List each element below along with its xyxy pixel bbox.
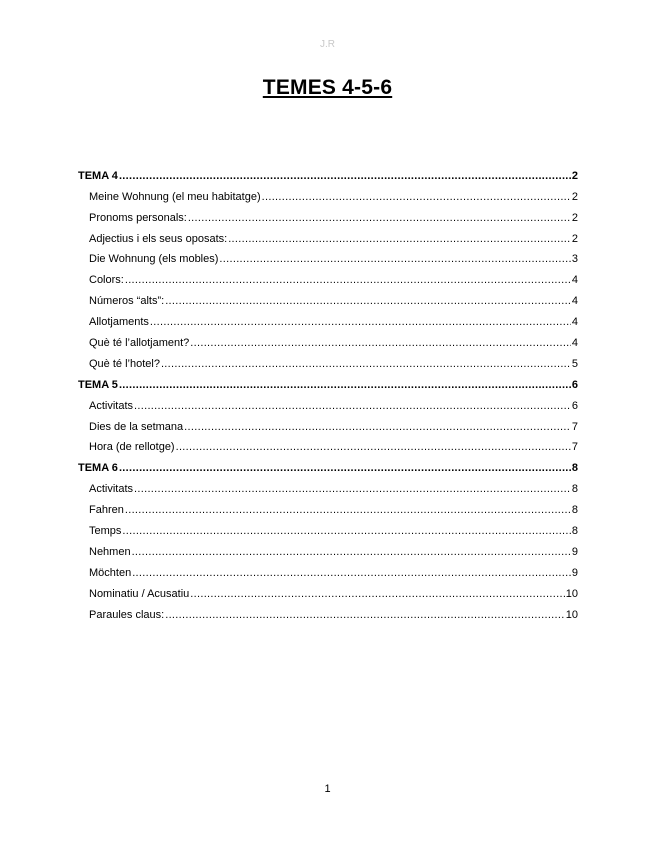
toc-entry-label: Allotjaments [89,316,149,329]
toc-entry[interactable] [78,413,578,434]
toc-entry[interactable] [78,559,578,580]
toc-chapter-entry[interactable] [78,162,578,183]
toc-entry[interactable] [78,601,578,622]
toc-entry[interactable] [78,266,578,287]
toc-dot-leader [134,400,571,413]
toc-entry-label: TEMA 5 [78,378,118,391]
toc-entry[interactable] [78,246,578,267]
toc-entry-page: 8 [571,483,578,496]
toc-dot-leader [125,274,571,287]
toc-entry-page: 9 [571,545,578,558]
toc-entry-page: 9 [571,566,578,579]
toc-entry[interactable] [78,350,578,371]
toc-entry[interactable] [78,225,578,246]
toc-entry-page: 2 [571,211,578,224]
toc-entry-label: Meine Wohnung (el meu habitatge) [89,190,261,203]
toc-dot-leader [122,525,570,538]
toc-dot-leader [150,316,571,329]
toc-entry-label: Què té l’allotjament? [89,337,190,350]
toc-chapter-entry[interactable] [78,371,578,392]
toc-entry-label: Hora (de rellotge) [89,441,175,454]
toc-entry-label: Pronoms personals: [89,211,187,224]
toc-entry[interactable] [78,329,578,350]
toc-entry[interactable] [78,538,578,559]
toc-entry[interactable] [78,434,578,455]
toc-entry-label: Die Wohnung (els mobles) [89,253,219,266]
toc-dot-leader [119,170,571,183]
toc-dot-leader [165,295,571,308]
toc-entry-label: TEMA 4 [78,169,118,182]
toc-chapter-entry[interactable] [78,454,578,475]
toc-entry-label: Dies de la setmana [89,420,184,433]
toc-entry-page: 4 [571,337,578,350]
toc-entry[interactable] [78,183,578,204]
toc-entry-page: 8 [571,525,578,538]
toc-entry-page: 10 [565,608,578,621]
toc-entry-page: 3 [571,253,578,266]
toc-entry-page: 8 [571,462,578,475]
toc-entry-label: Nehmen [89,545,131,558]
toc-entry-label: TEMA 6 [78,462,118,475]
toc-dot-leader [161,358,571,371]
toc-entry[interactable] [78,580,578,601]
toc-entry[interactable] [78,475,578,496]
page-header-initials: J.R [320,39,335,50]
table-of-contents [78,162,578,622]
toc-dot-leader [125,504,571,517]
toc-entry-page: 10 [565,587,578,600]
toc-entry-page: 2 [571,169,578,182]
toc-entry-page: 7 [571,420,578,433]
toc-entry-page: 8 [571,504,578,517]
toc-entry-page: 4 [571,274,578,287]
toc-dot-leader [132,546,571,559]
toc-dot-leader [132,567,571,580]
toc-entry-label: Activitats [89,399,134,412]
toc-dot-leader [190,337,571,350]
toc-dot-leader [190,588,564,601]
page-number: 1 [324,783,331,795]
toc-dot-leader [184,421,571,434]
toc-dot-leader [219,253,570,266]
toc-entry-label: Paraules claus: [89,608,165,621]
toc-entry[interactable] [78,204,578,225]
toc-entry-label: Colors: [89,274,124,287]
toc-entry-page: 4 [571,316,578,329]
toc-entry-page: 2 [571,190,578,203]
toc-entry-page: 2 [571,232,578,245]
toc-entry-label: Temps [89,525,122,538]
document-title: TEMES 4-5-6 [262,76,393,99]
toc-entry[interactable] [78,496,578,517]
toc-entry-label: Möchten [89,566,132,579]
toc-entry-page: 6 [571,399,578,412]
toc-dot-leader [165,609,565,622]
toc-entry[interactable] [78,308,578,329]
toc-dot-leader [119,462,571,475]
toc-entry-page: 5 [571,357,578,370]
toc-dot-leader [188,212,571,225]
toc-dot-leader [134,483,571,496]
toc-entry-label: Números “alts”: [89,295,165,308]
toc-entry-page: 7 [571,441,578,454]
toc-dot-leader [176,441,571,454]
toc-entry-page: 6 [571,378,578,391]
toc-entry-label: Fahren [89,504,124,517]
toc-entry-label: Activitats [89,483,134,496]
toc-entry-label: Adjectius i els seus oposats: [89,232,228,245]
toc-dot-leader [262,191,571,204]
toc-entry[interactable] [78,287,578,308]
toc-dot-leader [228,233,571,246]
toc-entry[interactable] [78,517,578,538]
toc-dot-leader [119,379,571,392]
toc-entry-label: Nominatiu / Acusatiu [89,587,190,600]
toc-entry[interactable] [78,392,578,413]
toc-entry-label: Què té l’hotel? [89,357,160,370]
toc-entry-page: 4 [571,295,578,308]
